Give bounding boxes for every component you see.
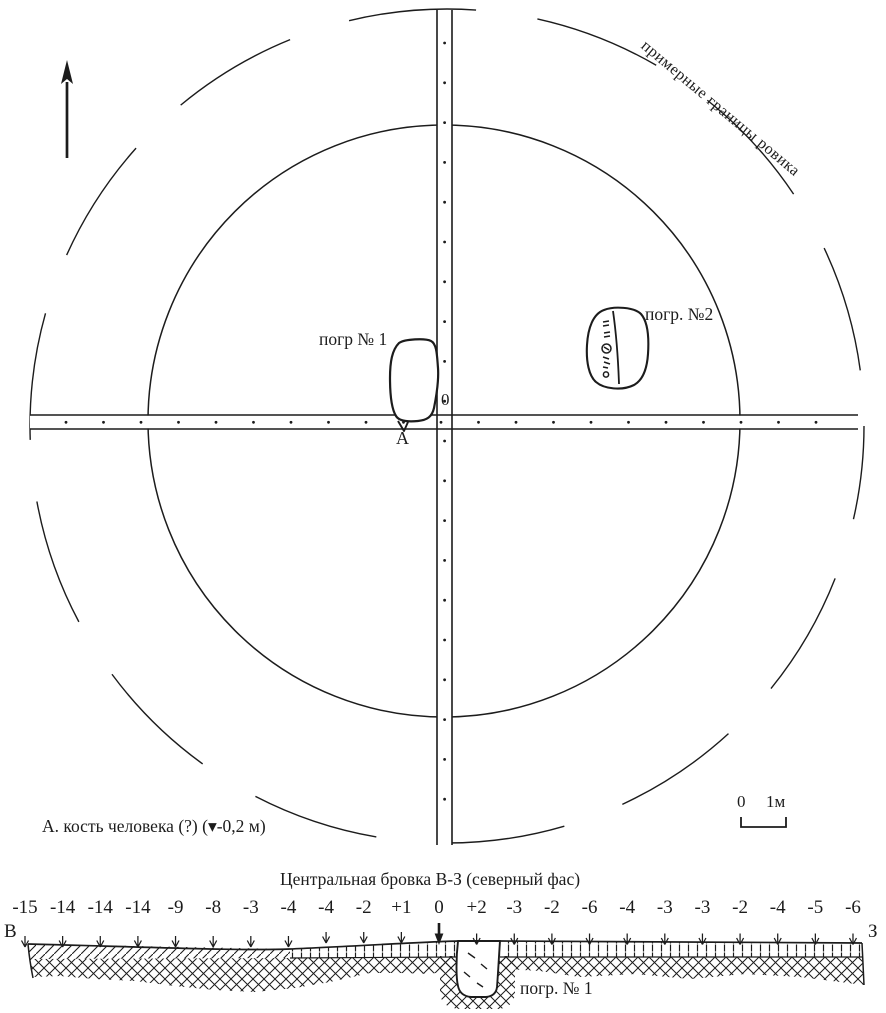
- depth-value: -2: [543, 897, 560, 918]
- depth-value: -14: [87, 897, 113, 918]
- depth-value: -9: [167, 897, 184, 918]
- baulk-dots-horizontal: [65, 421, 818, 424]
- west-end-label: В: [4, 921, 17, 942]
- burial2-label: погр. №2: [645, 304, 714, 324]
- depth-value: -3: [506, 897, 523, 918]
- depth-value: 0: [434, 897, 444, 918]
- origin-zero-label: 0: [441, 390, 450, 409]
- depth-value: -3: [694, 897, 711, 918]
- depth-value: +1: [391, 897, 412, 918]
- depth-value: -6: [845, 897, 861, 918]
- profile-burial1-label: погр. № 1: [520, 978, 593, 998]
- profile-section: [22, 923, 865, 1009]
- profile-title: Центральная бровка В-З (северный фас): [279, 869, 581, 889]
- profile-burial-pit: [457, 941, 501, 997]
- depth-value: -15: [12, 897, 38, 918]
- depth-value: -14: [125, 897, 151, 918]
- scale-zero-label: 0: [737, 792, 746, 811]
- scale-bar: [741, 817, 786, 827]
- depth-value: -3: [242, 897, 259, 918]
- depth-value: -4: [318, 897, 334, 918]
- depth-value: -8: [205, 897, 222, 918]
- depth-value: -4: [619, 897, 636, 918]
- north-arrow-icon: [61, 60, 73, 158]
- depth-value: -14: [49, 897, 76, 918]
- ditch-boundary-label: примерные границы ровика: [637, 37, 804, 180]
- burial1-label: погр № 1: [319, 329, 388, 349]
- legend-note: А. кость человека (?) (▾-0,2 м): [42, 816, 266, 836]
- depth-value: -2: [355, 897, 372, 918]
- depth-value: -4: [280, 897, 297, 918]
- depth-value: -3: [656, 897, 673, 918]
- depth-value: -5: [807, 897, 824, 918]
- point-a-label: А: [396, 428, 409, 448]
- burial2-outline: [587, 308, 649, 389]
- depth-value: -2: [732, 897, 748, 918]
- east-end-label: З: [868, 921, 878, 942]
- depth-value: -6: [581, 897, 598, 918]
- depth-value: +2: [466, 897, 487, 918]
- depth-value: -4: [769, 897, 786, 918]
- scale-one-meter-label: 1м: [766, 792, 786, 811]
